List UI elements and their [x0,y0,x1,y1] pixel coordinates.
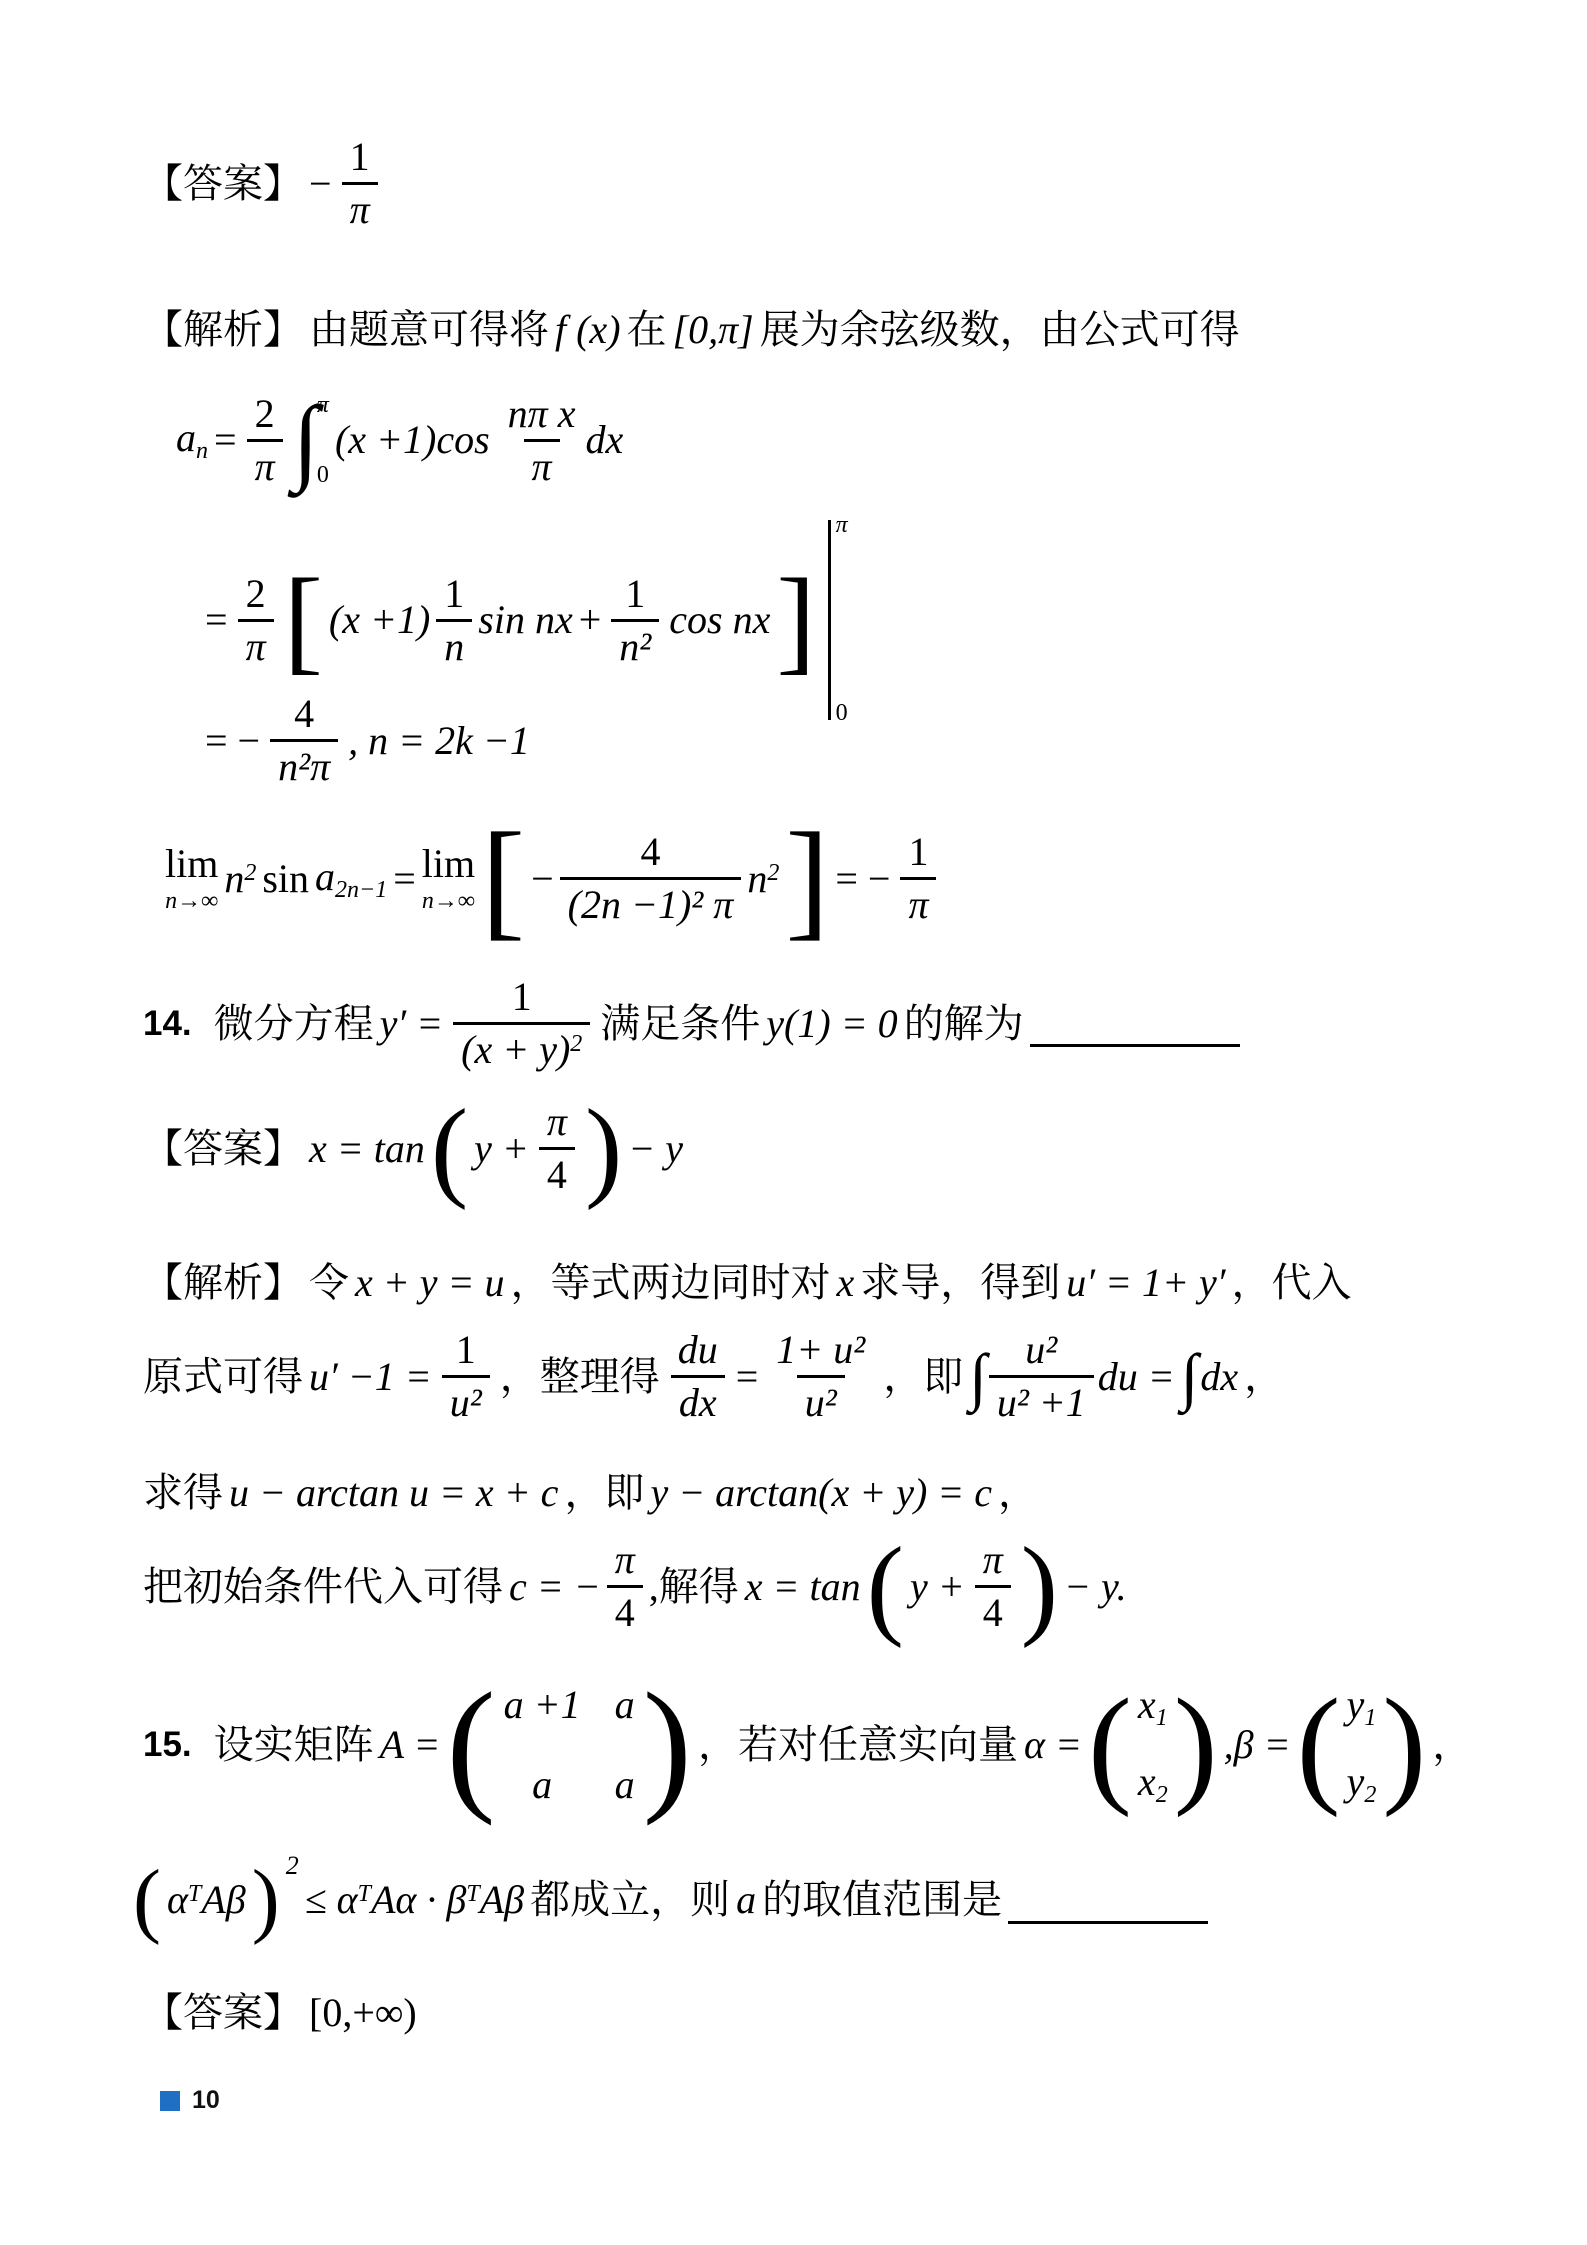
an-term: $a_n$ [176,415,208,465]
analysis-label: 【解析】 [143,1260,303,1305]
fraction-4-over-2n-1sq-pi: $\frac{4}{\text{(2n −1)² π}}$ [560,830,742,927]
q14-answer-line: 【答案】 x = tan ( y + $\frac{\pi}{4}$ ) − y [143,1086,683,1211]
fraction-1-over-pi: $\frac{1}{\pi}$ [900,830,936,927]
fraction-2-over-pi: $\frac{2}{\pi}$ [238,572,274,669]
q14-solution-line1: 【解析】 令 x + y = u ，等式两边同时对 x 求导，得到 u′ = 1+ y′ ，代入 [143,1258,1352,1308]
limit-operator: lim n→∞ [421,841,476,914]
answer-label: 【答案】 [143,160,303,206]
question-number: 14. [143,1003,192,1043]
q13-formula-step2: = $\frac{2}{\pi}$ [ (x +1) $\frac{1}{n}$ sin nx + $\frac{1}{\text{n²}}$ cos nx ] π 0 [205,520,865,720]
q14-solution-line4: 把初始条件代入可得 c = − $\frac{\pi}{4}$ ,解得 x = tan ( y + $\frac{\pi}{4}$ ) − y. [143,1524,1127,1649]
q14-solution-line3: 求得 u − arctan u = x + c ，即 y − arctan(x + y) = c ， [143,1470,1039,1515]
answer-blank-line [1008,1921,1208,1924]
matrix-A: ( a +1 a a a ) [446,1663,692,1828]
q13-answer-line [143,135,382,232]
fraction-u2-over-u2plus1: $\frac{\text{u²}}{\text{u² +1}}$ [989,1328,1094,1425]
fraction-1plusu2-over-u2: $\frac{\text{1+ u²}}{\text{u²}}$ [776,1327,866,1425]
footer-square-icon [160,2091,180,2111]
q15-stem-line1: 15. 设实矩阵 A = ( a +1 a a a ) ，若对任意实向量 α = ( $x_1$ $x_2$ ) ,β = ( $y_1$ $y_2$ ) ， [143,1663,1473,1828]
q13-formula-an: $a_n$ = $\frac{2}{\pi}$ ∫ π 0 (x +1)cos $\frac{\text{nπ x}}{\pi}$ dx [176,386,624,493]
q13-limit-line: lim n→∞ $n^2$ sin $a_{2n-1}$ = lim n→∞ [ − $\frac{4}{\text{(2n −1)² π}}$ $n^2$ ] = − $\frac{1}{\pi}$ [165,830,940,927]
q14-solution-line2: 原式可得 u′ −1 = $\frac{1}{\text{u²}}$ ，整理得 $\frac{du}{dx}$ = $\frac{\text{1+ u²}}{\text{u²}}$ ，即 ∫ $\frac{\text{u²}}{\text{u² +1}}$ du = ∫ dx ， [143,1327,1285,1425]
inequality-rhs: ≤ $\alpha^TA\alpha \cdot \beta^TA\beta$ [304,1877,525,1922]
fraction-pi-over-4: $\frac{\pi}{4}$ [607,1538,643,1635]
fraction-pi-over-4: $\frac{\pi}{4}$ [539,1100,575,1197]
n-squared: $n^2$ [224,855,257,901]
answer-label: 【答案】 [143,1990,303,2035]
answer-label: 【答案】 [143,1125,303,1171]
q13-formula-step3: = − $\frac{4}{\text{n²π}}$ , n = 2k −1 [205,691,530,789]
page-number: 10 [192,2086,220,2114]
n-squared: $n^2$ [747,855,780,901]
evaluation-bar-0-to-pi: π 0 [828,520,865,720]
a-sub-2n-1: $a_{2n-1}$ [315,853,388,904]
fraction-1-over-u2: $\frac{1}{\text{u²}}$ [442,1328,490,1425]
q14-stem: 14. 微分方程 y′ = $\frac{1}{(x + y)^2}$ 满足条件 y(1) = 0 的解为 [143,975,1240,1072]
answer-blank-line [1030,1044,1240,1047]
fraction-1-over-n: $\frac{1}{n}$ [436,572,472,669]
page-footer [160,2086,220,2115]
q15-stem-line2: ( $\alpha^TA\beta$ ) 2 ≤ $\alpha^TA\alpha \cdot \beta^TA\beta$ 都成立，则 a 的取值范围是 [133,1875,1208,1925]
interval-0-pi: [0,π] [672,307,754,352]
fraction-npix-over-pi: $\frac{\text{nπ x}}{\pi}$ [507,390,576,489]
fx-expression: f (x) [555,307,621,352]
fraction-du-over-dx: $\frac{du}{dx}$ [670,1328,726,1425]
alphaT-Abeta: $\alpha^TA\beta$ [166,1877,246,1922]
fraction-pi-over-4: $\frac{\pi}{4}$ [975,1538,1011,1635]
vector-beta: ( $y_1$ $y_2$ ) [1296,1671,1427,1819]
fraction-2-over-pi: $\frac{2}{\pi}$ [247,392,283,489]
q13-analysis-intro: 【解析】 由题意可得将 f (x) 在 [0,π] 展为余弦级数，由公式可得 [143,305,1240,355]
limit-operator: lim n→∞ [165,841,219,914]
squared-exponent: 2 [285,1850,299,1880]
fraction-1-over-pi: $\frac{1}{\pi}$ [342,135,378,232]
analysis-label: 【解析】 [143,307,303,352]
fraction-1-over-x-plus-y-sq: $\frac{1}{(x + y)^2}$ [453,975,590,1072]
q15-answer-line: 【答案】 [0,+∞) [143,1988,417,2038]
fraction-4-over-n2pi: $\frac{4}{\text{n²π}}$ [270,692,338,789]
minus-sign: − [309,160,332,206]
vector-alpha: ( $x_1$ $x_2$ ) [1087,1671,1218,1819]
integral-0-to-pi: ∫ π 0 [292,386,329,493]
fraction-1-over-n2: $\frac{1}{\text{n²}}$ [611,572,659,669]
question-number: 15. [143,1725,192,1765]
